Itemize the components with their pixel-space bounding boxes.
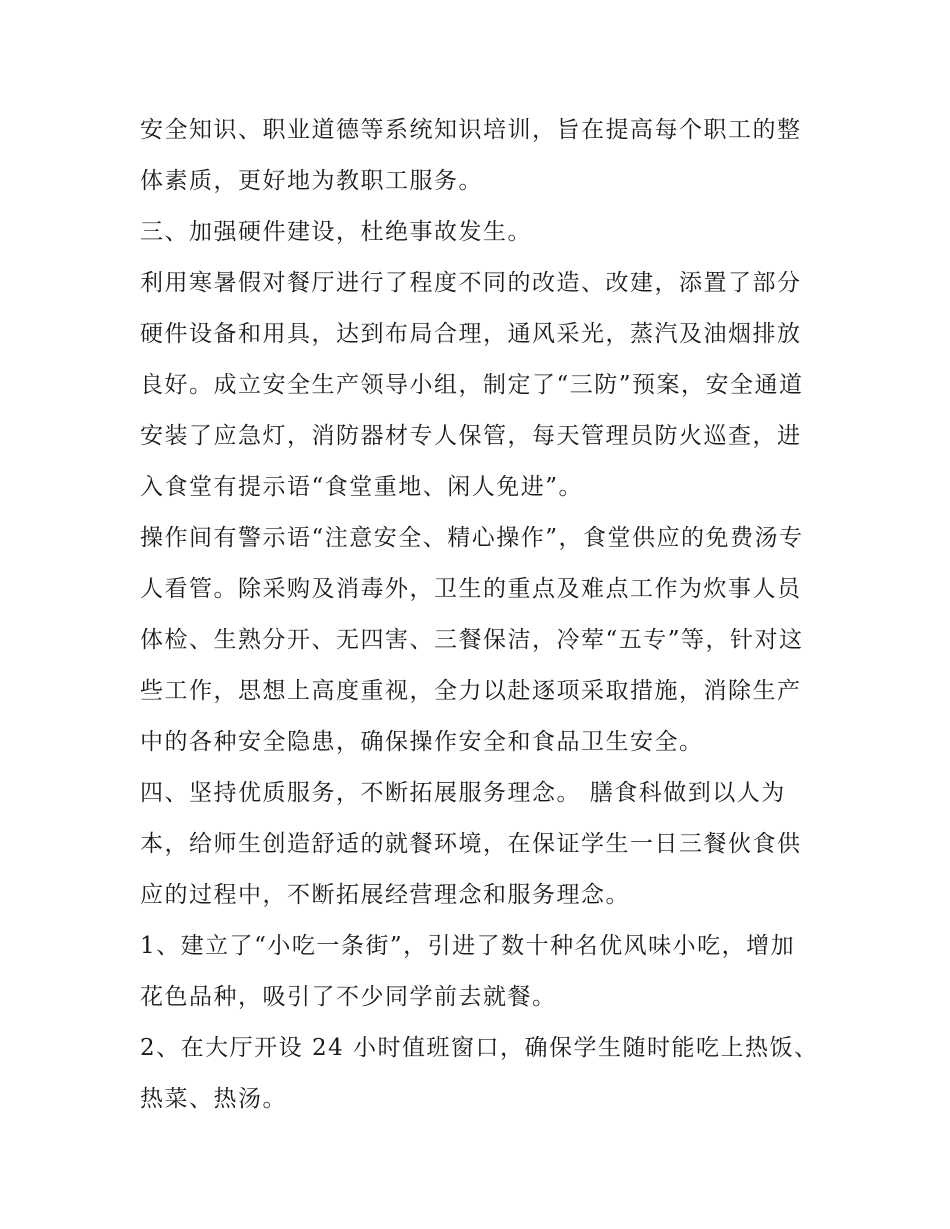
text-line: 入食堂有提示语“食堂重地、闲人免进”。 [140,474,584,500]
text-line: 硬件设备和用具，达到布局合理，通风采光，蒸汽及油烟排放 [140,321,802,347]
text-line: 些工作，思想上高度重视，全力以赴逐项采取措施，消除生产 [140,678,802,704]
text-line: 安全知识、职业道德等系统知识培训，旨在提高每个职工的整 [140,117,802,143]
text-line: 应的过程中，不断拓展经营理念和服务理念。 [140,882,630,908]
text-line: 良好。成立安全生产领导小组，制定了“三防”预案，安全通道 [140,372,804,398]
text-line: 安装了应急灯，消防器材专人保管，每天管理员防火巡查，进 [140,423,802,449]
text-line: 本，给师生创造舒适的就餐环境，在保证学生一日三餐伙食供 [140,831,802,857]
text-line: 花色品种，吸引了不少同学前去就餐。 [140,984,557,1010]
text-line: 体素质，更好地为教职工服务。 [140,168,483,194]
text-line: 体检、生熟分开、无四害、三餐保洁，冷荤“五专”等，针对这 [140,627,804,653]
list-item-2: 2、在大厅开设 24 小时值班窗口，确保学生随时能吃上热饭、 [140,1035,819,1061]
text-line: 热菜、热汤。 [140,1086,287,1112]
list-item-1: 1、建立了“小吃一条街”，引进了数十种名优风味小吃，增加 [140,933,796,959]
section-heading-3: 三、加强硬件建设，杜绝事故发生。 [140,219,532,245]
text-line: 人看管。除采购及消毒外，卫生的重点及难点工作为炊事人员 [140,576,802,602]
text-line: 操作间有警示语“注意安全、精心操作”，食堂供应的免费汤专 [140,525,804,551]
text-line: 中的各种安全隐患，确保操作安全和食品卫生安全。 [140,729,704,755]
document-body [140,105,820,1125]
section-heading-4: 四、坚持优质服务，不断拓展服务理念。 膳食科做到以人为 [140,780,786,806]
text-line: 利用寒暑假对餐厅进行了程度不同的改造、改建，添置了部分 [140,270,802,296]
